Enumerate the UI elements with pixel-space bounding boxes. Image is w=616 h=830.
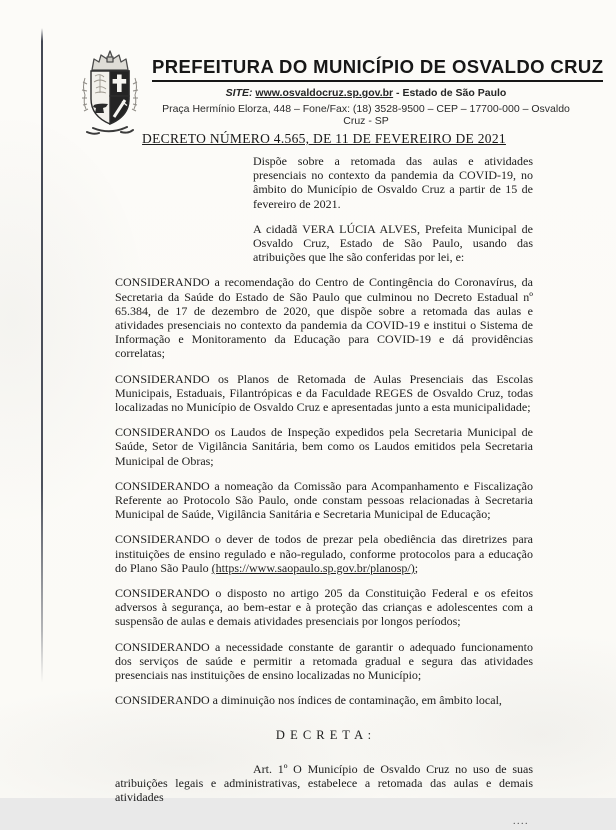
article-1-paragraph: Art. 1º O Município de Osvaldo Cruz no uso de suas atribuições legais e administrativas, estabelece a retomada das aulas e demais atividades xyxy=(115,761,533,805)
letterhead-text xyxy=(152,44,604,136)
considerando-paragraph: CONSIDERANDO os Planos de Retomada de Aulas Presenciais das Escolas Municipais, Estaduais, Filantrópicas e da Faculdade REGES de Osvaldo Cruz, todas localizadas no Município de Osvaldo Cruz e apresentadas junto a esta municipalidade; xyxy=(115,371,533,415)
preamble-paragraph: A cidadã VERA LÚCIA ALVES, Prefeita Municipal de Osvaldo Cruz, Estado de São Paulo, usando das atribuições que lhe são conferidas por lei, e: xyxy=(253,221,533,265)
coat-of-arms-icon xyxy=(78,48,142,136)
summary-paragraph: Dispõe sobre a retomada das aulas e atividades presenciais no contexto da pandemia da COVID-19, no âmbito do Município de Osvaldo Cruz a partir de 15 de fevereiro de 2021. xyxy=(253,154,533,211)
considerando-paragraph: CONSIDERANDO o disposto no artigo 205 da Constituição Federal e os efeitos adversos à segurança, ao bem-estar e à proteção das crianças e adolescentes com a suspensão de aulas e demais atividades presenciais por longos períodos; xyxy=(115,586,533,629)
site-line xyxy=(152,87,580,99)
considerando-text: ; xyxy=(414,560,419,575)
letterhead xyxy=(78,44,604,136)
municipality-title: PREFEITURA DO MUNICÍPIO DE OSVALDO CRUZ xyxy=(152,56,603,82)
site-label: SITE: xyxy=(225,87,253,99)
decree-title: DECRETO NÚMERO 4.565, DE 11 DE FEVEREIRO DE 2021 xyxy=(142,131,506,146)
considerando-paragraph: CONSIDERANDO a recomendação do Centro de Contingência do Coronavírus, da Secretaria da Saúde do Estado de São Paulo que culminou no Decreto Estadual nº 65.384, de 17 de dezembro de 2020, que dispõe sobre a retomada das aulas e atividades presenciais no contexto da pandemia da COVID-19 e institui o Sistema de Informação e Monitoramento da Educação para COVID-19 e dá providências correlatas; xyxy=(115,275,533,361)
decreta-heading: D E C R E T A : xyxy=(275,727,373,742)
considerando-paragraph: CONSIDERANDO os Laudos de Inspeção expedidos pela Secretaria Municipal de Saúde, Setor de Vigilância Sanitária, bem como os Laudos emitidos pela Secretaria Municipal de Obras; xyxy=(115,425,533,468)
continuation-ellipsis: .... xyxy=(513,816,529,828)
site-url: www.osvaldocruz.sp.gov.br xyxy=(255,87,394,99)
considerando-paragraph: CONSIDERANDO a nomeação da Comissão para Acompanhamento e Fiscalização Referente ao Protocolo São Paulo, onde constam pessoas relacionadas à Secretaria Municipal de Saúde, Vigilância Sanitária e Secretaria Municipal de Educação; xyxy=(115,478,533,522)
scan-edge-artifact xyxy=(41,28,43,683)
considerando-paragraph xyxy=(115,532,533,575)
considerando-paragraph: CONSIDERANDO a necessidade constante de garantir o adequado funcionamento dos serviços de saúde e permitir a retomada gradual e segura das atividades presenciais nas instituições de ensino localizadas no Município; xyxy=(115,639,533,683)
site-region: - Estado de São Paulo xyxy=(393,87,507,99)
address-line: Praça Hermínio Elorza, 448 – Fone/Fax: (18) 3528-9500 – CEP – 17700-000 – Osvaldo Cruz - SP xyxy=(162,103,570,127)
plano-sp-url: (https://www.saopaulo.sp.gov.br/planosp/) xyxy=(211,560,415,575)
considerando-text: CONSIDERANDO o dever de todos de prezar pela obediência das diretrizes para instituições de ensino regulado e não-regulado, conforme protocolos para a educação do Plano São Paulo xyxy=(115,532,533,575)
considerando-paragraph: CONSIDERANDO a diminuição nos índices de contaminação, em âmbito local, xyxy=(115,693,502,708)
decree-body xyxy=(115,154,533,830)
